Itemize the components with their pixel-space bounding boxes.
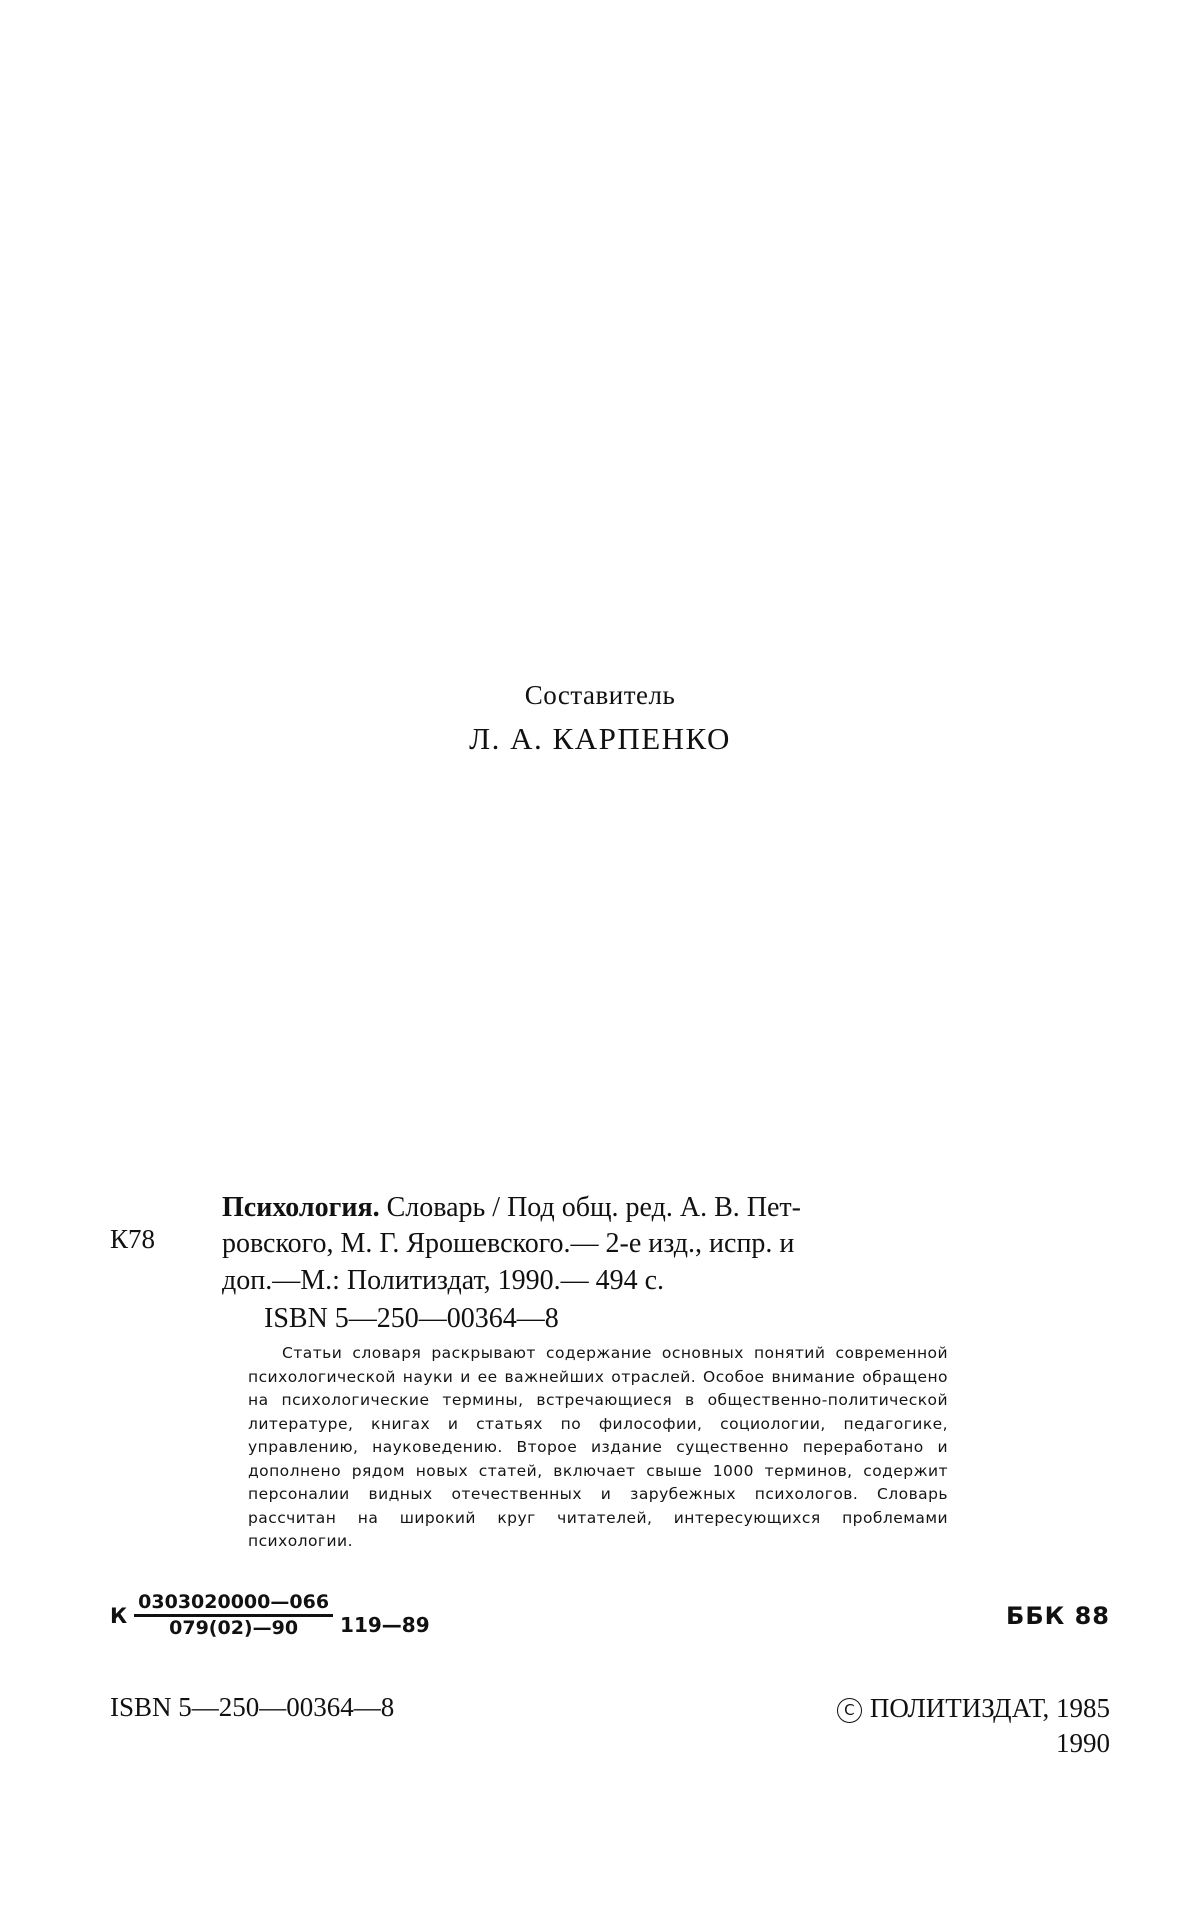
copyright-block: [837, 1692, 1110, 1761]
bibliographic-row: [110, 1190, 1110, 1335]
code-numerator: 0303020000—066: [138, 1591, 330, 1613]
bibliographic-body: [222, 1190, 1110, 1335]
footer-row: [110, 1692, 1110, 1761]
codes-row: [110, 1592, 1110, 1640]
bibliographic-line-1-rest: Словарь / Под общ. ред. А. В. Пет-: [379, 1192, 801, 1223]
code-denominator: 079(02)—90: [169, 1617, 299, 1640]
bibliographic-description: [222, 1190, 1110, 1299]
compiler-block: [0, 678, 1200, 758]
copyright-icon: C: [837, 1698, 862, 1723]
copyright-year: 1990: [1056, 1727, 1110, 1758]
bbk-code: ББК 88: [1006, 1601, 1110, 1630]
bibliographic-line-3: доп.—М.: Политиздат, 1990.— 494 с.: [222, 1264, 664, 1296]
shelfmark: К78: [110, 1224, 156, 1254]
annotation-body: Статьи словаря раскрывают содержание основных понятий современной психологической науки и ее важнейших отраслей. Особое внимание обращено на психологические термины, встречающиеся в общественно-политической литературе, книгах и статьях по философии, социологии, педагогике, управлению, науковедению. Второе издание существенно переработано и дополнено рядом новых статей, включает свыше 1000 терминов, содержит персоналии видных отечественных и зарубежных психологов. Словарь рассчитан на широкий круг читателей, интересующихся проблемами психологии.: [248, 1344, 948, 1551]
isbn-bottom: ISBN 5—250—00364—8: [110, 1692, 395, 1722]
publisher-name: ПОЛИТИЗДАТ, 1985: [869, 1693, 1110, 1723]
book-title: Психология.: [222, 1192, 380, 1223]
bibliographic-line-2: ровского, М. Г. Ярошевского.— 2-е изд., испр. и: [222, 1228, 795, 1260]
copyright-line: [837, 1692, 1110, 1726]
compiler-name: Л. А. КАРПЕНКО: [469, 720, 731, 756]
compiler-role-label: Составитель: [524, 680, 676, 710]
code-tail: 119—89: [340, 1612, 430, 1637]
isbn-top: ISBN 5—250—00364—8: [264, 1303, 559, 1335]
bibliographic-block: [110, 1190, 1110, 1335]
bibliographic-line-1: [222, 1190, 1110, 1226]
code-letter: К: [110, 1603, 128, 1628]
annotation-text: [248, 1342, 948, 1554]
classification-code: [110, 1592, 430, 1640]
code-fraction: [134, 1592, 333, 1640]
